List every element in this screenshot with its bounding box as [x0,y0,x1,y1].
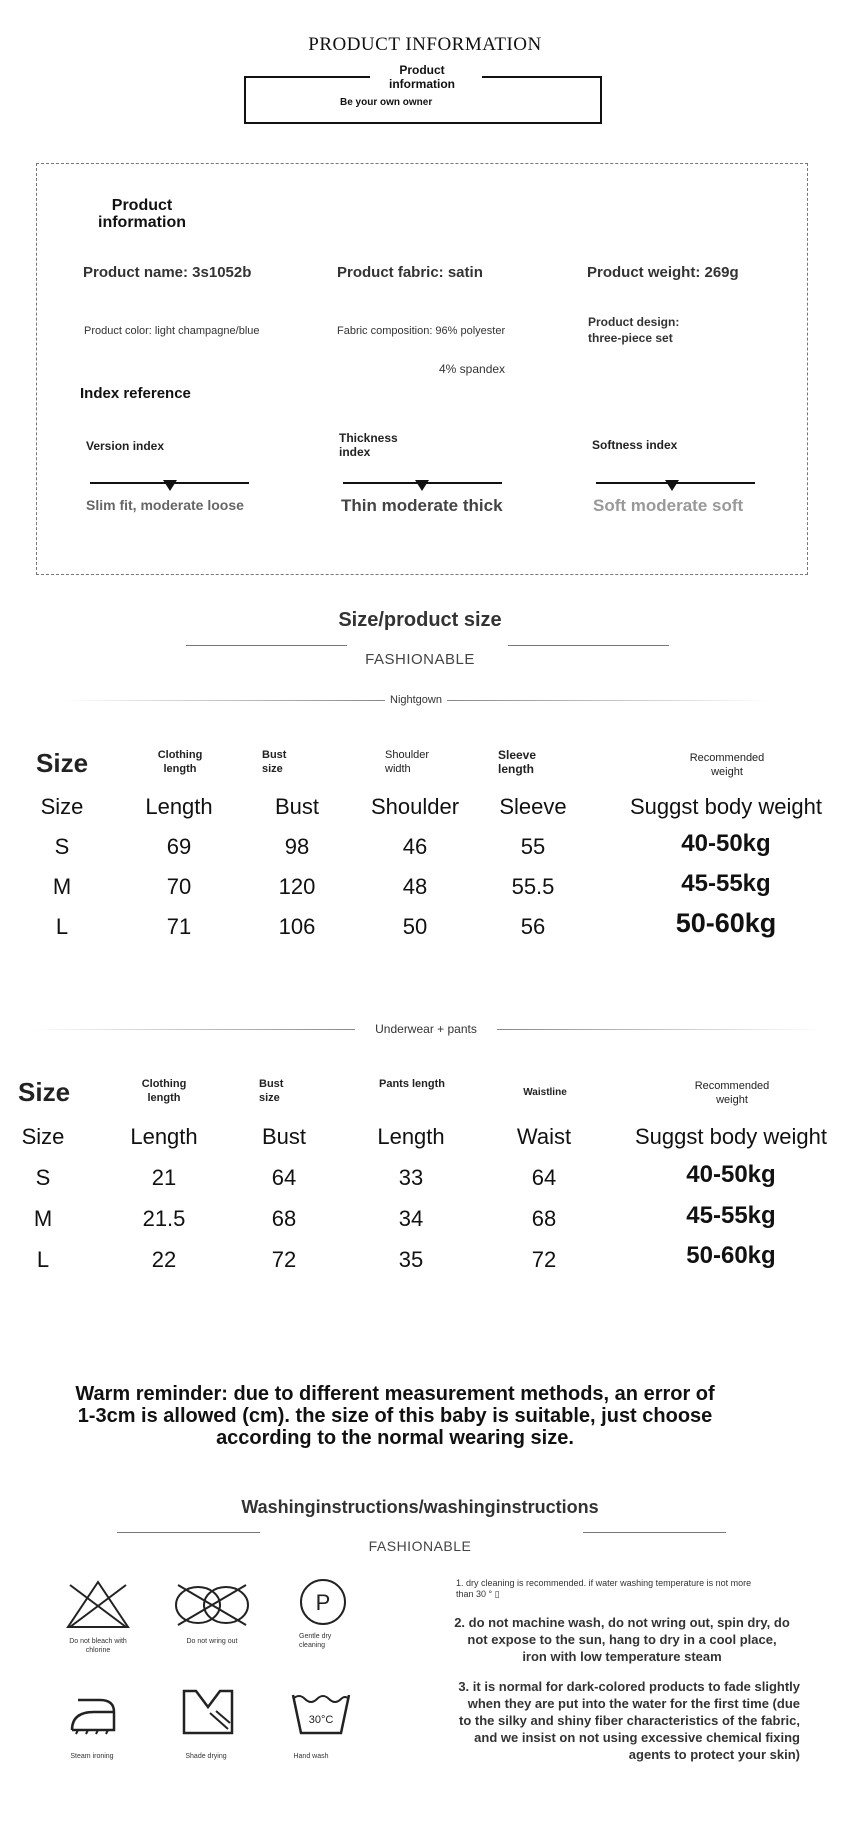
underwear-en-bust: Bust [261,1124,307,1149]
header-frame-line-right [482,76,602,78]
thickness-scale-text: Thin moderate thick [341,496,503,515]
nightgown-en-bust: Bust [274,794,320,819]
nightgown-en-size: Size [40,794,84,819]
product-color: Product color: light champagne/blue [84,325,260,337]
steam-iron-caption: Steam ironing [70,1753,114,1760]
nightgown-cell: L [55,914,69,939]
underwear-cell-weight: 50-60kg [686,1242,776,1269]
size-section-subtitle: FASHIONABLE [365,651,475,668]
nightgown-cell: 98 [284,834,310,859]
product-design: Product design: three-piece set [588,315,680,345]
nightgown-cell: S [54,834,70,859]
underwear-cell: 68 [531,1206,557,1231]
nightgown-label: Nightgown [390,694,442,706]
underwear-label: Underwear + pants [375,1022,477,1036]
nightgown-th-shoulder: Shoulder width [385,749,430,775]
nightgown-cell-weight: 40-50kg [681,830,771,857]
underwear-cell: 35 [398,1247,424,1272]
version-scale-text: Slim fit, moderate loose [86,497,244,513]
underwear-cell: L [36,1247,50,1272]
underwear-cell: 22 [151,1247,177,1272]
softness-scale-marker [665,480,679,491]
underwear-cell: S [35,1165,51,1190]
underwear-th-pants: Pants length [378,1078,445,1090]
nightgown-en-length: Length [145,794,213,819]
nightgown-th-size: Size [36,748,89,778]
hand-wash-glyph: 30°C [308,1714,334,1726]
hand-wash-icon [289,1689,353,1737]
nightgown-cell: 48 [402,874,428,899]
nightgown-en-weight: Suggst body weight [629,794,823,819]
header-subtitle: Product information [370,63,474,91]
product-weight: Product weight: 269g [587,264,739,281]
underwear-cell: 21 [151,1165,177,1190]
shade-dry-caption: Shade drying [185,1753,227,1760]
underwear-divider-right [497,1029,822,1030]
thickness-scale-marker [415,480,429,491]
page-title: PRODUCT INFORMATION [308,34,542,55]
no-wring-icon [172,1579,252,1631]
underwear-en-waist: Waist [516,1124,572,1149]
softness-index-label: Softness index [592,438,678,452]
header-frame-line-left [244,76,372,78]
dry-clean-caption: Gentle dry cleaning [299,1633,332,1649]
underwear-divider-left [30,1029,355,1030]
underwear-en-length: Length [130,1124,198,1149]
nightgown-cell: 55 [520,834,546,859]
underwear-cell-weight: 45-55kg [686,1202,776,1229]
version-index-label: Version index [86,439,165,453]
underwear-th-bust: Bust size [259,1078,284,1104]
size-section-title: Size/product size [338,609,502,631]
dry-clean-icon [299,1578,347,1626]
washing-line-right [583,1532,726,1533]
dry-clean-glyph: P [315,1590,331,1615]
info-heading: Product information [98,197,186,231]
underwear-th-waist: Waistline [523,1087,567,1098]
nightgown-cell: 120 [278,874,316,899]
underwear-th-weight: Recommended weight [694,1080,770,1106]
underwear-cell-weight: 40-50kg [686,1161,776,1188]
underwear-en-weight: Suggst body weight [634,1124,828,1149]
underwear-cell: 72 [271,1247,297,1272]
underwear-th-length: Clothing length [141,1078,187,1104]
underwear-cell: 64 [271,1165,297,1190]
nightgown-cell-weight: 45-55kg [681,870,771,897]
nightgown-en-sleeve: Sleeve [499,794,567,819]
reminder-line-2: 1-3cm is allowed (cm). the size of this baby is suitable, just choose [77,1405,713,1427]
nightgown-cell: M [52,874,72,899]
header-tagline: Be your own owner [340,97,433,108]
underwear-cell: 64 [531,1165,557,1190]
nightgown-cell: 106 [278,914,316,939]
underwear-cell: 21.5 [142,1206,186,1231]
washing-title: Washinginstructions/washinginstructions [241,1497,599,1517]
underwear-en-pants-length: Length [377,1124,445,1149]
underwear-cell: 34 [398,1206,424,1231]
nightgown-th-length: Clothing length [157,749,203,775]
size-title-line-left [186,645,347,646]
no-wring-caption: Do not wring out [186,1638,238,1645]
softness-scale-text: Soft moderate soft [593,496,744,515]
washing-note-1: 1. dry cleaning is recommended. if water washing temperature is not more than 30 ° ▯ [456,1578,752,1599]
no-bleach-icon [64,1579,132,1631]
product-fabric: Product fabric: satin [337,264,483,281]
underwear-cell: 33 [398,1165,424,1190]
underwear-cell: 72 [531,1247,557,1272]
nightgown-divider-right [447,700,772,701]
nightgown-cell: 46 [402,834,428,859]
hand-wash-caption: Hand wash [293,1753,329,1760]
reminder-line-1: Warm reminder: due to different measurement methods, an error of [75,1383,715,1405]
underwear-th-size: Size [18,1077,71,1107]
shade-dry-icon [180,1687,236,1737]
underwear-cell: 68 [271,1206,297,1231]
underwear-en-size: Size [21,1124,65,1149]
nightgown-cell: 70 [166,874,192,899]
thickness-index-label: Thickness index [339,431,398,459]
nightgown-th-bust: Bust size [262,749,287,775]
nightgown-th-sleeve: Sleeve length [498,748,537,776]
size-title-line-right [508,645,669,646]
reminder-line-3: according to the normal wearing size. [216,1427,574,1449]
nightgown-divider-left [60,700,385,701]
nightgown-en-shoulder: Shoulder [370,794,460,819]
washing-note-3: 3. it is normal for dark-colored products to fade slightly when they are put into the water for the first time (due to the silky and shiny fiber characteristics of the fabric, and we insist on not using excessive chemical fixing agents to protect your skin) [458,1679,800,1762]
underwear-cell: M [33,1206,53,1231]
no-bleach-caption: Do not bleach with chlorine [69,1638,127,1654]
index-heading: Index reference [80,385,191,402]
washing-line-left [117,1532,260,1533]
version-scale-marker [163,480,177,491]
nightgown-cell: 50 [402,914,428,939]
nightgown-cell: 71 [166,914,192,939]
nightgown-cell: 69 [166,834,192,859]
washing-note-2: 2. do not machine wash, do not wring out, spin dry, do not expose to the sun, hang to dry in a cool place, iron with low temperature steam [454,1615,790,1664]
nightgown-cell: 56 [520,914,546,939]
washing-subtitle: FASHIONABLE [368,1538,472,1554]
nightgown-th-weight: Recommended weight [689,752,765,778]
nightgown-cell: 55.5 [511,874,555,899]
fabric-composition-2: 4% spandex [439,362,506,376]
steam-iron-icon [64,1690,120,1736]
product-name: Product name: 3s1052b [83,264,252,281]
fabric-composition: Fabric composition: 96% polyester [337,325,506,337]
nightgown-cell-weight: 50-60kg [675,908,777,938]
